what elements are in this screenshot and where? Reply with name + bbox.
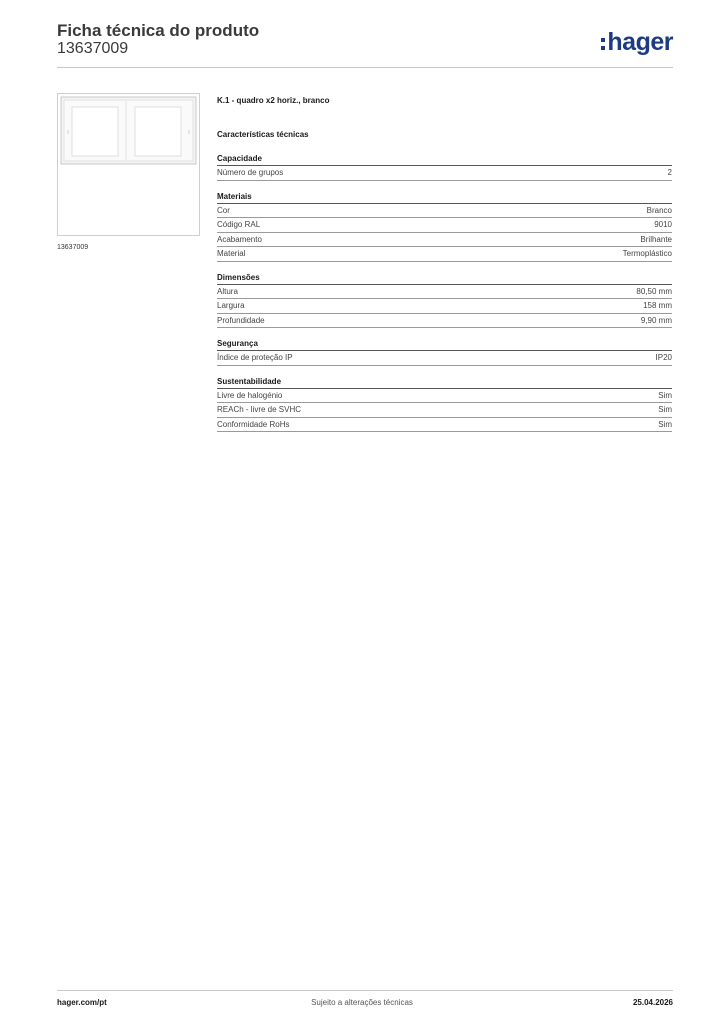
logo-dots-icon xyxy=(601,38,605,50)
section-title: Características técnicas xyxy=(217,130,309,139)
spec-row xyxy=(217,285,672,300)
spec-row xyxy=(217,351,672,366)
group-dimensoes xyxy=(217,273,672,329)
spec-label: Conformidade RoHs xyxy=(217,419,290,429)
product-number: 13637009 xyxy=(57,40,129,57)
spec-value: Sim xyxy=(658,390,672,400)
spec-row xyxy=(217,314,672,329)
group-seguranca xyxy=(217,339,672,366)
spec-value: Sim xyxy=(658,405,672,414)
spec-value: 80,50 mm xyxy=(636,286,672,296)
spec-row xyxy=(217,204,672,219)
spec-label: Largura xyxy=(217,301,245,310)
group-title: Segurança xyxy=(217,339,672,351)
product-image xyxy=(57,93,200,236)
spec-label: Altura xyxy=(217,286,238,296)
spec-value: IP20 xyxy=(655,353,672,362)
group-sustentabilidade xyxy=(217,377,672,433)
footer-date: 25.04.2026 xyxy=(632,998,673,1007)
spec-value: 9,90 mm xyxy=(640,315,672,325)
spec-row xyxy=(217,389,672,404)
double-frame-icon xyxy=(58,94,199,235)
spec-label: Livre de halogénio xyxy=(217,390,283,400)
spec-value: 2 xyxy=(667,168,672,177)
spec-label: Índice de proteção IP xyxy=(217,353,293,362)
footer-divider xyxy=(57,990,673,991)
footer-website-link[interactable]: hager.com/pt xyxy=(57,998,107,1007)
spec-row xyxy=(217,166,672,181)
spec-row xyxy=(217,233,672,248)
spec-value: Branco xyxy=(646,205,672,215)
page-title: Ficha técnica do produto xyxy=(57,21,260,40)
header-divider xyxy=(57,67,673,68)
footer-notice: Sujeito a alterações técnicas xyxy=(311,998,413,1007)
spec-label: Cor xyxy=(217,205,230,215)
group-title: Dimensões xyxy=(217,273,672,285)
spec-value: Termoplástico xyxy=(622,249,672,258)
spec-row xyxy=(217,218,672,233)
spec-value: Brilhante xyxy=(640,234,672,244)
spec-row xyxy=(217,247,672,262)
group-title: Sustentabilidade xyxy=(217,377,672,389)
spec-value: Sim xyxy=(658,419,672,429)
hager-logo xyxy=(601,28,673,57)
spec-label: REACh - livre de SVHC xyxy=(217,405,302,414)
spec-label: Número de grupos xyxy=(217,168,284,177)
spec-value: 158 mm xyxy=(643,301,672,310)
spec-label: Profundidade xyxy=(217,315,265,325)
group-title: Materiais xyxy=(217,192,672,204)
group-capacidade xyxy=(217,154,672,181)
spec-label: Acabamento xyxy=(217,234,262,244)
product-name: K.1 - quadro x2 horiz., branco xyxy=(217,96,330,105)
image-caption: 13637009 xyxy=(57,244,89,251)
spec-label: Material xyxy=(217,249,246,258)
specifications xyxy=(217,96,672,443)
group-materiais xyxy=(217,192,672,262)
spec-row xyxy=(217,299,672,314)
spec-value: 9010 xyxy=(654,220,672,229)
spec-label: Código RAL xyxy=(217,220,261,229)
spec-row xyxy=(217,418,672,433)
spec-row xyxy=(217,403,672,418)
group-title: Capacidade xyxy=(217,154,672,166)
logo-text: hager xyxy=(607,28,673,56)
